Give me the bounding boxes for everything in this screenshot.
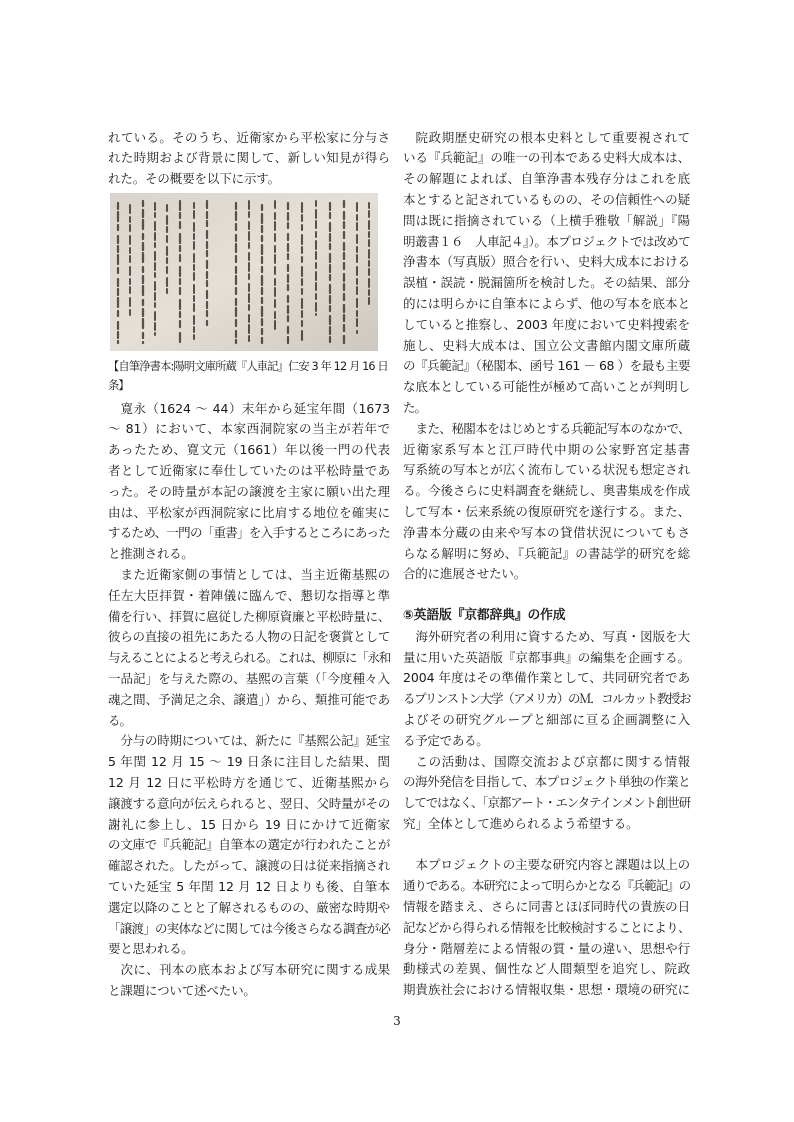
text-line: していると推察し、2003 年度において史料捜索を [403,316,690,332]
text-line: 通りである。本研究によって明らかとなる『兵範記』の [403,878,690,894]
text-line: してではなく、「京都アート・エンタテインメント創世研 [403,795,690,811]
text-line: あったため、寛文元（1661）年以後一門の代表 [108,442,390,458]
text-line: 備を行い、拝賀に扈従した柳原資廉と平松時量に、 [108,608,390,624]
text-line: 本プロジェクトの主要な研究内容と課題は以上の [415,857,690,873]
text-line: よびその研究グループと細部に亘る企画調整に入 [403,711,690,727]
text-line: この活動は、国際交流および京都に関する情報 [415,753,690,769]
text-line: 次に、刊本の底本および写本研究に関する成果 [120,962,390,978]
text-line: 譲渡する意向が伝えられると、翌日、父時量がその [108,795,390,811]
text-line: 浄書本分蔵の由来や写本の貸借状況についてもさ [403,524,690,540]
text-line: と推測される。 [108,546,194,562]
text-line: と課題について述べたい。 [108,982,256,998]
text-line: 合的に進展させたい。 [403,566,527,582]
text-line: 謝礼に参上し、15 日から 19 日にかけて近衛家 [108,816,390,832]
text-line: 魂之間、予満足之余、譲遣」）から、類推可能であ [108,691,390,707]
text-line: れている。そのうち、近衛家から平松家に分与さ [108,129,390,145]
right-column [403,128,690,1001]
blank-line [403,585,690,606]
text-line: 期貴族社会における情報収集・思想・環境の研究に [403,982,690,998]
text-line: る予定である。 [403,732,489,748]
text-line: な底本としている可能性が極めて高いことが判明し [403,379,690,395]
section-heading: ⑤英語版『京都辞典』の作成 [403,607,566,623]
text-line: 動様式の差異、個性など人間類型を追究し、院政 [403,961,690,977]
manuscript-image [110,193,378,351]
text-line: 院政期歴史研究の根本史料として重要視されて [415,129,690,145]
text-line: ～ 81）において、本家西洞院家の当主が若年で [108,421,390,437]
text-line: 選定以降のことと了解されるものの、厳密な時期や [108,899,390,915]
text-line: 2004 年度はその準備作業として、共同研究者であ [403,670,690,686]
text-line: して写本・伝来系統の復原研究を遂行する。また、 [403,503,690,519]
figure-caption [108,357,390,395]
manuscript-photo [110,193,378,351]
text-line: 寛永（1624 ～ 44）末年から延宝年間（1673 [120,400,390,416]
text-line: いる『兵範記』の唯一の刊本である史料大成本は、 [403,150,690,166]
text-line: 12 月 12 日に平松時方を通じて、近衛基熙から [108,774,390,790]
text-line: 本とすると記されているものの、その信頼性への疑 [403,191,690,207]
text-line: 要と思われる。 [108,941,194,957]
text-line: 5 年閏 12 月 15 ～ 19 日条に注目した結果、閏 [108,754,390,770]
text-line: 「譲渡」の実体などに関しては今後さらなる調査が必 [108,920,390,936]
text-line: 確認された。したがって、譲渡の日は従来指摘され [108,858,390,874]
text-line: るプリンストン大学（アメリカ）のＭ．コルカット教授お [403,691,690,707]
text-line: 誤植・誤読・脱漏箇所を検討した。その結果、部分 [403,275,690,291]
text-line: の海外発信を目指して、本プロジェクト単独の作業と [403,774,690,790]
text-line: 究」全体として進められるよう希望する。 [403,815,639,831]
text-line: た。 [403,399,427,415]
page-number: 3 [393,1014,401,1028]
text-line: れた時期および背景に関して、新しい知見が得ら [108,150,390,166]
caption-line: 【自筆浄書本:陽明文庫所蔵『人車記』仁安 3 年 12 月 16 日 [108,360,388,373]
text-line: 問は既に指摘されている（上横手雅敬「解説」『陽 [403,212,690,228]
text-line: 身分・階層差による情報の質・量の違い、思想や行 [403,940,690,956]
text-line: また近衛家側の事情としては、当主近衛基熙の [120,566,390,582]
text-line: 一品記」を与えた際の、基熙の言葉（「今度種々入 [108,670,390,686]
text-line: 海外研究者の利用に資するため、写真・図版を大 [415,628,690,644]
text-line: 浄書本（写真版）照合を行い、史料大成本における [403,254,690,270]
text-line: 記などから得られる情報を比較検討することにより、 [403,919,690,935]
text-line: 的には明らかに自筆本によらず、他の写本を底本と [403,295,690,311]
text-line: 者として近衛家に奉仕していたのは平松時量であ [108,462,390,478]
text-line: 明叢書１６ 人車記４』）。本プロジェクトでは改めて [403,233,690,249]
text-line: る。 [108,712,132,728]
text-line: 施し、史料大成本は、国立公文書館内閣文庫所蔵 [403,337,690,353]
text-line: 写系統の写本とが広く流布している状況も想定され [403,462,690,478]
text-line: 分与の時期については、新たに『基熙公記』延宝 [120,733,390,749]
left-column-intro [108,128,390,190]
text-line: らなる解明に努め、『兵範記』の書誌学的研究を総 [403,545,690,561]
text-line: また、秘閣本をはじめとする兵範記写本のなかで、 [415,420,690,436]
text-line: 与えることによると考えられる。これは、柳原に「永和 [108,650,390,666]
text-line: の『兵範記』（秘閣本、函号 161 － 68 ）を最も主要 [403,358,690,374]
text-line: 情報を踏まえ、さらに同書とほぼ同時代の貴族の日 [403,899,690,915]
text-line: の文庫で『兵範記』自筆本の選定が行われたことが [108,837,390,853]
text-line: る。今後さらに史料調査を継続し、奥書集成を作成 [403,483,690,499]
text-line: するため、一門の「重書」を入手するところにあった [108,525,390,541]
text-line: その解題によれば、自筆浄書本残存分はこれを底 [403,171,690,187]
text-line: 任左大臣拝賀・着陣儀に臨んで、懇切な指導と準 [108,587,390,603]
text-line: 由は、平松家が西洞院家に比肩する地位を確実に [108,504,390,520]
blank-line [403,835,690,856]
text-line: ていた延宝 5 年閏 12 月 12 日よりも後、自筆本 [108,878,390,894]
text-line: 近衛家系写本と江戸時代中期の公家野宮定基書 [403,441,690,457]
caption-line: 条】 [108,379,129,392]
text-line: れた。その概要を以下に示す。 [108,171,281,187]
text-line: った。その時量が本記の譲渡を主家に願い出た理 [108,483,390,499]
left-column-body [108,399,390,1002]
text-line: 彼らの直接の祖先にあたる人物の日記を褒賞として [108,629,390,645]
text-line: 量に用いた英語版『京都事典』の編集を企画する。 [403,649,690,665]
